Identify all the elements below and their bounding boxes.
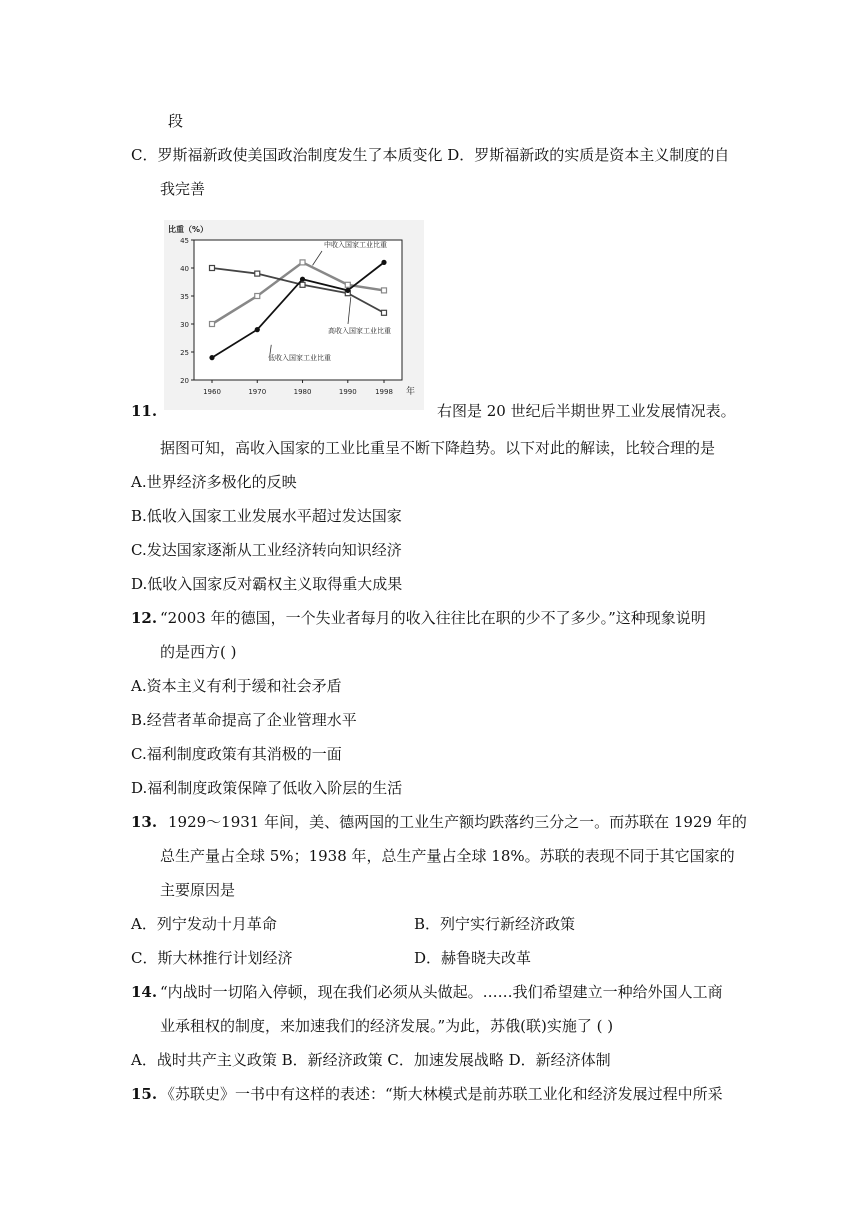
series-label-1: 高收入国家工业比重	[328, 327, 391, 335]
q11-option-c: C.发达国家逐渐从工业经济转向知识经济	[131, 541, 402, 559]
y-tick-label: 30	[180, 321, 189, 329]
q12-number: 12.	[131, 609, 158, 627]
q14-text: “内战时一切陷入停顿，现在我们必须从头做起。……我们希望建立一种给外国人工商	[160, 983, 723, 1001]
data-point	[210, 322, 215, 327]
data-point	[382, 310, 387, 315]
series-label-0: 中收入国家工业比重	[324, 241, 387, 249]
q13-option-b: B．列宁实行新经济政策	[414, 915, 576, 933]
q15-number: 15.	[131, 1085, 158, 1103]
y-axis-label: 比重（%）	[168, 225, 209, 234]
q13-option-d: D．赫鲁晓夫改革	[414, 949, 532, 967]
q13-option-c: C．斯大林推行计划经济	[131, 949, 293, 967]
q12-text-2: 的是西方( )	[160, 643, 237, 661]
series-label-2: 低收入国家工业比重	[268, 354, 331, 362]
chart-svg	[164, 220, 424, 410]
data-point	[345, 282, 350, 287]
data-point	[382, 288, 387, 293]
option-cd-line: C．罗斯福新政使美国政治制度发生了本质变化 D．罗斯福新政的实质是资本主义制度的自	[131, 146, 730, 164]
data-point	[255, 294, 260, 299]
line-duan: 段	[168, 112, 184, 130]
q13-text-3: 主要原因是	[160, 881, 236, 899]
q11-text: 右图是 20 世纪后半期世界工业发展情况表。	[437, 402, 736, 420]
data-point	[345, 288, 350, 293]
q11-option-b: B.低收入国家工业发展水平超过发达国家	[131, 507, 402, 525]
q14-number: 14.	[131, 983, 158, 1001]
q12-option-a: A.资本主义有利于缓和社会矛盾	[131, 677, 342, 695]
q11-number: 11.	[131, 402, 158, 420]
industry-share-chart	[164, 220, 424, 410]
y-tick-label: 35	[180, 293, 189, 301]
data-point	[300, 277, 305, 282]
q15-text: 《苏联史》一书中有这样的表述：“斯大林模式是前苏联工业化和经济发展过程中所采	[160, 1085, 723, 1103]
data-point	[255, 327, 260, 332]
q13-option-a: A．列宁发动十月革命	[131, 915, 277, 933]
q11-option-a: A.世界经济多极化的反映	[131, 473, 297, 491]
data-point	[300, 260, 305, 265]
q11-option-d: D.低收入国家反对霸权主义取得重大成果	[131, 575, 403, 593]
y-tick-label: 25	[180, 349, 189, 357]
q12-text: “2003 年的德国，一个失业者每月的收入往往比在职的少不了多少。”这种现象说明	[160, 609, 706, 627]
q12-option-d: D.福利制度政策保障了低收入阶层的生活	[131, 779, 403, 797]
data-point	[210, 266, 215, 271]
data-point	[255, 271, 260, 276]
q11-text-2: 据图可知，高收入国家的工业比重呈不断下降趋势。以下对此的解读，比较合理的是	[160, 439, 716, 457]
x-tick-label: 1998	[375, 388, 393, 396]
q12-option-b: B.经营者革命提高了企业管理水平	[131, 711, 357, 729]
q14-text-2: 业承租权的制度，来加速我们的经济发展。”为此，苏俄(联)实施了 ( )	[160, 1017, 614, 1035]
y-tick-label: 45	[180, 237, 189, 245]
data-point	[300, 282, 305, 287]
x-tick-label: 1970	[248, 388, 267, 396]
q13-number: 13.	[131, 813, 158, 831]
q14-options: A．战时共产主义政策 B．新经济政策 C．加速发展战略 D．新经济体制	[131, 1051, 611, 1069]
x-tick-label: 1960	[203, 388, 221, 396]
q12-option-c: C.福利制度政策有其消极的一面	[131, 745, 342, 763]
data-point	[209, 355, 214, 360]
y-tick-label: 40	[180, 265, 189, 273]
line-self-improve: 我完善	[160, 180, 206, 198]
x-tick-label: 1990	[338, 388, 357, 396]
q13-text: 1929～1931 年间，美、德两国的工业生产额均跌落约三分之一。而苏联在 1929 年的	[168, 813, 747, 831]
data-point	[381, 260, 386, 265]
y-tick-label: 20	[180, 377, 189, 385]
x-tick-label: 1980	[293, 388, 312, 396]
q13-text-2: 总生产量占全球 5%；1938 年，总生产量占全球 18%。苏联的表现不同于其它国家的	[160, 847, 735, 865]
x-axis-label: 年	[406, 387, 416, 397]
